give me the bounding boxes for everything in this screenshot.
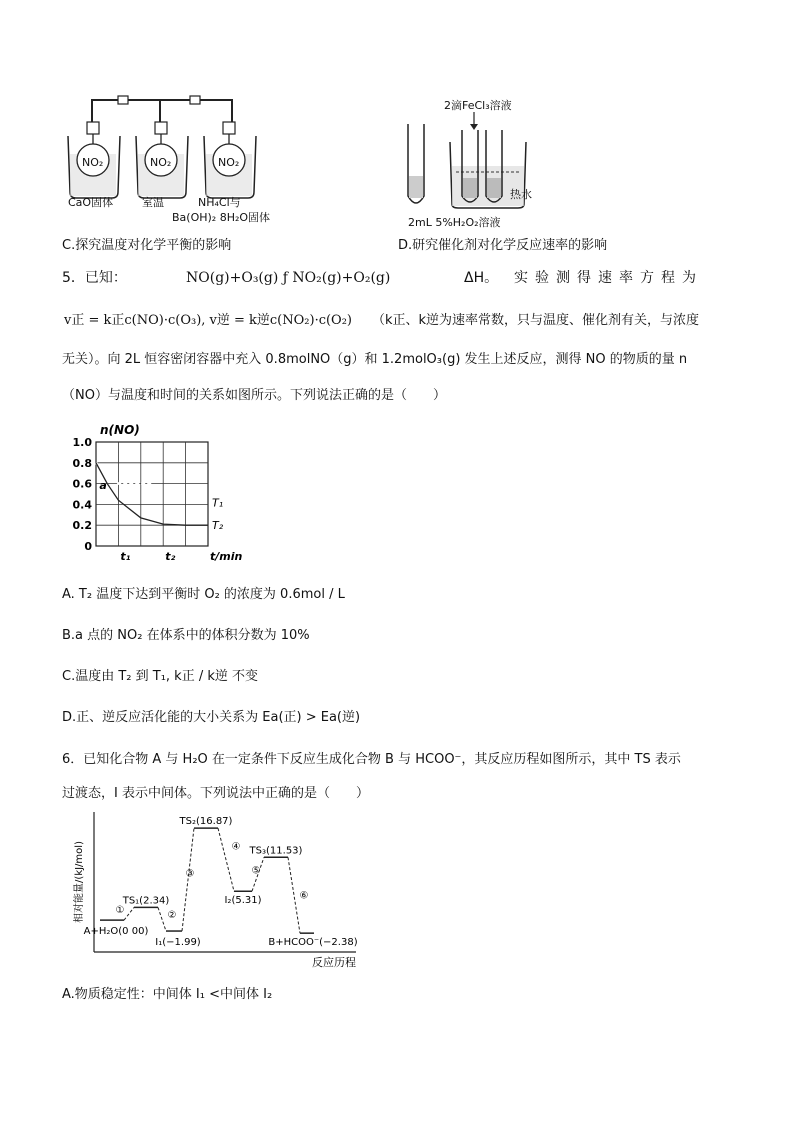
q5-rate-constants-note: （k正、k逆为速率常数，只与温度、催化剂有关，与浓度 — [372, 313, 700, 328]
y-axis-label: n(NO) — [100, 423, 140, 437]
x-axis-label: t/min — [210, 550, 243, 563]
energy-profile-chart — [70, 812, 370, 970]
q6-option-a: A.物质稳定性：中间体 I₁ <中间体 I₂ — [62, 987, 273, 1002]
vessel-label-1: NO₂ — [82, 156, 104, 169]
beaker-label-nh4cl: NH₄Cl与 — [198, 196, 241, 209]
q5-line1-prefix: 5．已知： — [62, 270, 127, 286]
energy-label-1: TS₁(2.34) — [122, 895, 170, 907]
arrow-down-icon — [470, 124, 478, 130]
vessel-label-3: NO₂ — [218, 156, 240, 169]
q5-option-d: D.正、逆反应活化能的大小关系为 Ea(正) > Ea(逆) — [62, 710, 361, 725]
step-marker-6: ⑥ — [299, 890, 309, 902]
step-marker-1: ① — [115, 905, 125, 917]
y-tick-label: 0.6 — [72, 477, 92, 491]
step-marker-5: ⑤ — [251, 865, 261, 877]
energy-label-2: I₁(−1.99) — [155, 937, 201, 949]
q5-line3: 无关）。向 2L 恒容密闭容器中充入 0.8molNO（g）和 1.2molO₃(g) 发生上述反应，测得 NO 的物质的量 n — [62, 352, 688, 367]
caption-d: D.研究催化剂对化学反应速率的影响 — [398, 238, 608, 253]
y-axis-label: 相对能量/(kJ/mol) — [74, 841, 85, 923]
beaker-label-room-temp: 室温 — [142, 196, 164, 209]
step-marker-2: ② — [167, 910, 177, 921]
vessel-label-2: NO₂ — [150, 156, 172, 169]
step-marker-3: ③ — [185, 868, 195, 880]
energy-label-5: TS₃(11.53) — [249, 845, 303, 857]
connector-1 — [158, 907, 166, 931]
figure-d-apparatus — [400, 96, 560, 216]
connector-0 — [124, 907, 134, 920]
q6-line1: 6．已知化合物 A 与 H₂O 在一定条件下反应生成化合物 B 与 HCOO⁻，其反应历程如图所示，其中 TS 表示 — [62, 752, 681, 767]
connector-5 — [288, 857, 300, 933]
q5-line4: （NO）与温度和时间的关系如图所示。下列说法正确的是（ ） — [62, 388, 446, 403]
connector-2 — [182, 828, 194, 931]
series-t2-label: T₂ — [212, 519, 224, 533]
x-axis-label: 反应历程 — [312, 956, 356, 969]
q5-line1-suffix: 实验测得速率方程为 — [514, 270, 703, 286]
plot-frame — [96, 442, 208, 546]
x-tick-label: t₁ — [120, 550, 131, 563]
fecl3-label: 2滴FeCl₃溶液 — [444, 99, 512, 112]
q5-delta-h: ΔH。 — [464, 270, 499, 286]
q5-equation: NO(g)+O₃(g) ƒ NO₂(g)+O₂(g) — [186, 270, 391, 286]
point-a-label: a — [99, 478, 107, 492]
series-t1-label: T₁ — [212, 496, 224, 510]
q5-rate-equations: v正 = k正c(NO)·c(O₃), v逆 = k逆c(NO₂)·c(O₂) — [64, 313, 352, 328]
y-tick-label: 1.0 — [72, 436, 92, 449]
series-t2-line — [96, 463, 208, 525]
connector-3 — [218, 828, 234, 891]
x-tick-label: t₂ — [165, 550, 176, 563]
beaker-label-cao: CaO固体 — [68, 196, 114, 209]
beaker-label-baoh2: Ba(OH)₂ 8H₂O固体 — [172, 211, 271, 224]
energy-label-4: I₂(5.31) — [224, 895, 262, 907]
nno-time-chart — [62, 420, 252, 565]
y-tick-label: 0.8 — [72, 456, 92, 470]
clamp-left-icon — [118, 96, 128, 104]
hot-water-label: 热水 — [510, 188, 532, 201]
energy-label-0: A+H₂O(0 00) — [83, 926, 149, 938]
y-tick-label: 0 — [84, 540, 92, 553]
q6-line2: 过渡态，I 表示中间体。下列说法中正确的是（ ） — [62, 786, 369, 801]
caption-c: C.探究温度对化学平衡的影响 — [62, 238, 232, 253]
clamp-right-icon — [190, 96, 200, 104]
energy-label-3: TS₂(16.87) — [179, 816, 233, 828]
q5-option-a: A. T₂ 温度下达到平衡时 O₂ 的浓度为 0.6mol / L — [62, 587, 345, 602]
step-marker-4: ④ — [231, 841, 241, 853]
h2o2-label: 2mL 5%H₂O₂溶液 — [408, 216, 501, 229]
q5-option-b: B.a 点的 NO₂ 在体系中的体积分数为 10% — [62, 628, 310, 643]
y-tick-label: 0.4 — [72, 498, 92, 512]
energy-label-6: B+HCOO⁻(−2.38) — [268, 937, 358, 949]
q5-option-c: C.温度由 T₂ 到 T₁, k正 / k逆 不变 — [62, 669, 259, 684]
y-tick-label: 0.2 — [72, 519, 92, 533]
